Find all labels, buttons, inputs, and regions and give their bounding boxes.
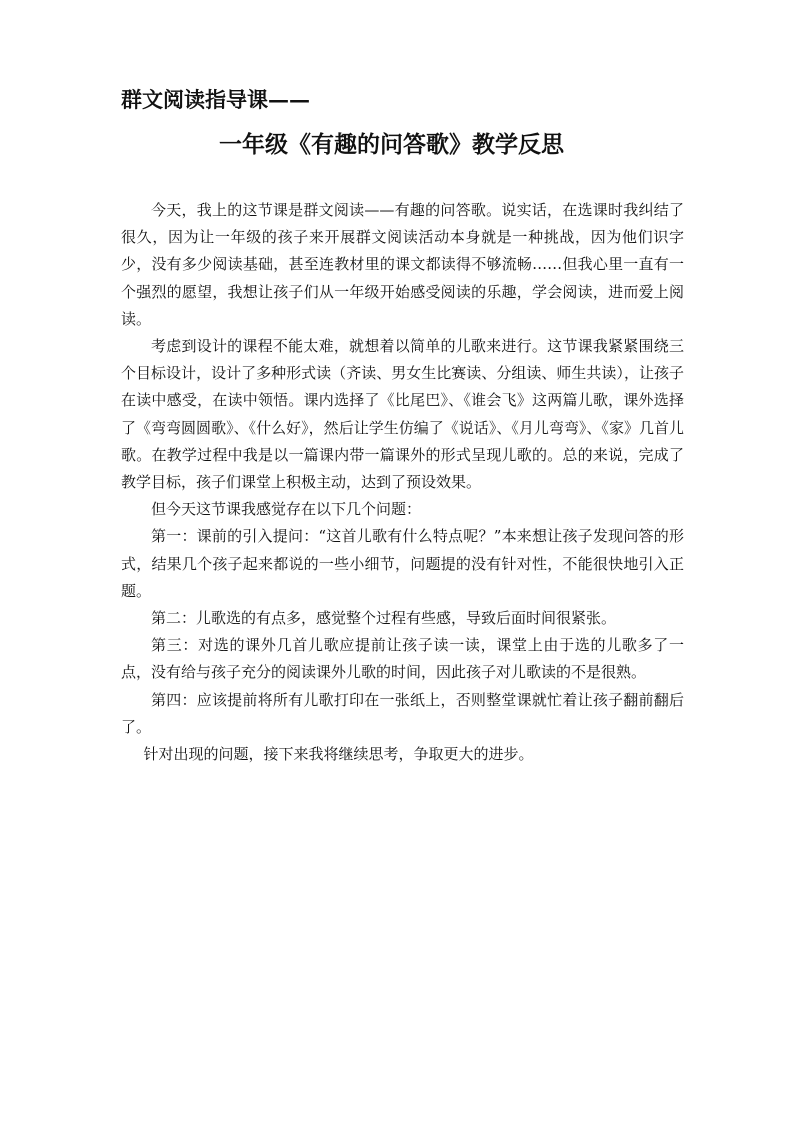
paragraph-problem-3: 第三：对选的课外几首儿歌应提前让孩子读一读，课堂上由于选的儿歌多了一点，没有给与孩子充分的阅读课外儿歌的时间，因此孩子对儿歌读的不是很熟。 xyxy=(121,636,684,682)
title-line-1: 群文阅读指导课—— xyxy=(121,87,310,112)
paragraph-problems-intro: 但今天这节课我感觉存在以下几个问题： xyxy=(151,500,422,519)
paragraph-problem-2: 第二：儿歌选的有点多，感觉整个过程有些感，导致后面时间很紧张。 xyxy=(151,609,617,628)
paragraph-design: 考虑到设计的课程不能太难，就想着以简单的儿歌来进行。这节课我紧紧围绕三个目标设计，设计了多种形式读（齐读、男女生比赛读、分组读、师生共读），让孩子在读中感受，在读中领悟。课内选择了《比尾巴》、《谁会飞》这两篇儿歌，课外选择了《弯弯圆圆歌》、《什么好》，然后让学生仿编了《说话》、《月儿弯弯》、《家》几首儿歌。在教学过程中我是以一篇课内带一篇课外的形式呈现儿歌的。总的来说，完成了教学目标，孩子们课堂上积极主动，达到了预设效果。 xyxy=(121,337,684,492)
paragraph-closing: 针对出现的问题，接下来我将继续思考，争取更大的进步。 xyxy=(143,745,534,764)
paragraph-problem-1: 第一：课前的引入提问：“这首儿歌有什么特点呢？”本来想让孩子发现问答的形式，结果几个孩子起来都说的一些小细节，问题提的没有针对性，不能很快地引入正题。 xyxy=(121,527,684,600)
title-line-2: 一年级《有趣的问答歌》教学反思 xyxy=(219,131,564,158)
paragraph-intro: 今天，我上的这节课是群文阅读——有趣的问答歌。说实话，在选课时我纠结了很久，因为让一年级的孩子来开展群文阅读活动本身就是一种挑战，因为他们识字少，没有多少阅读基础，甚至连教材里的课文都读得不够流畅……但我心里一直有一个强烈的愿望，我想让孩子们从一年级开始感受阅读的乐趣，学会阅读，进而爱上阅读。 xyxy=(121,201,684,328)
body-text xyxy=(121,197,684,768)
paragraph-problem-4: 第四：应该提前将所有儿歌打印在一张纸上，否则整堂课就忙着让孩子翻前翻后了。 xyxy=(121,690,684,736)
